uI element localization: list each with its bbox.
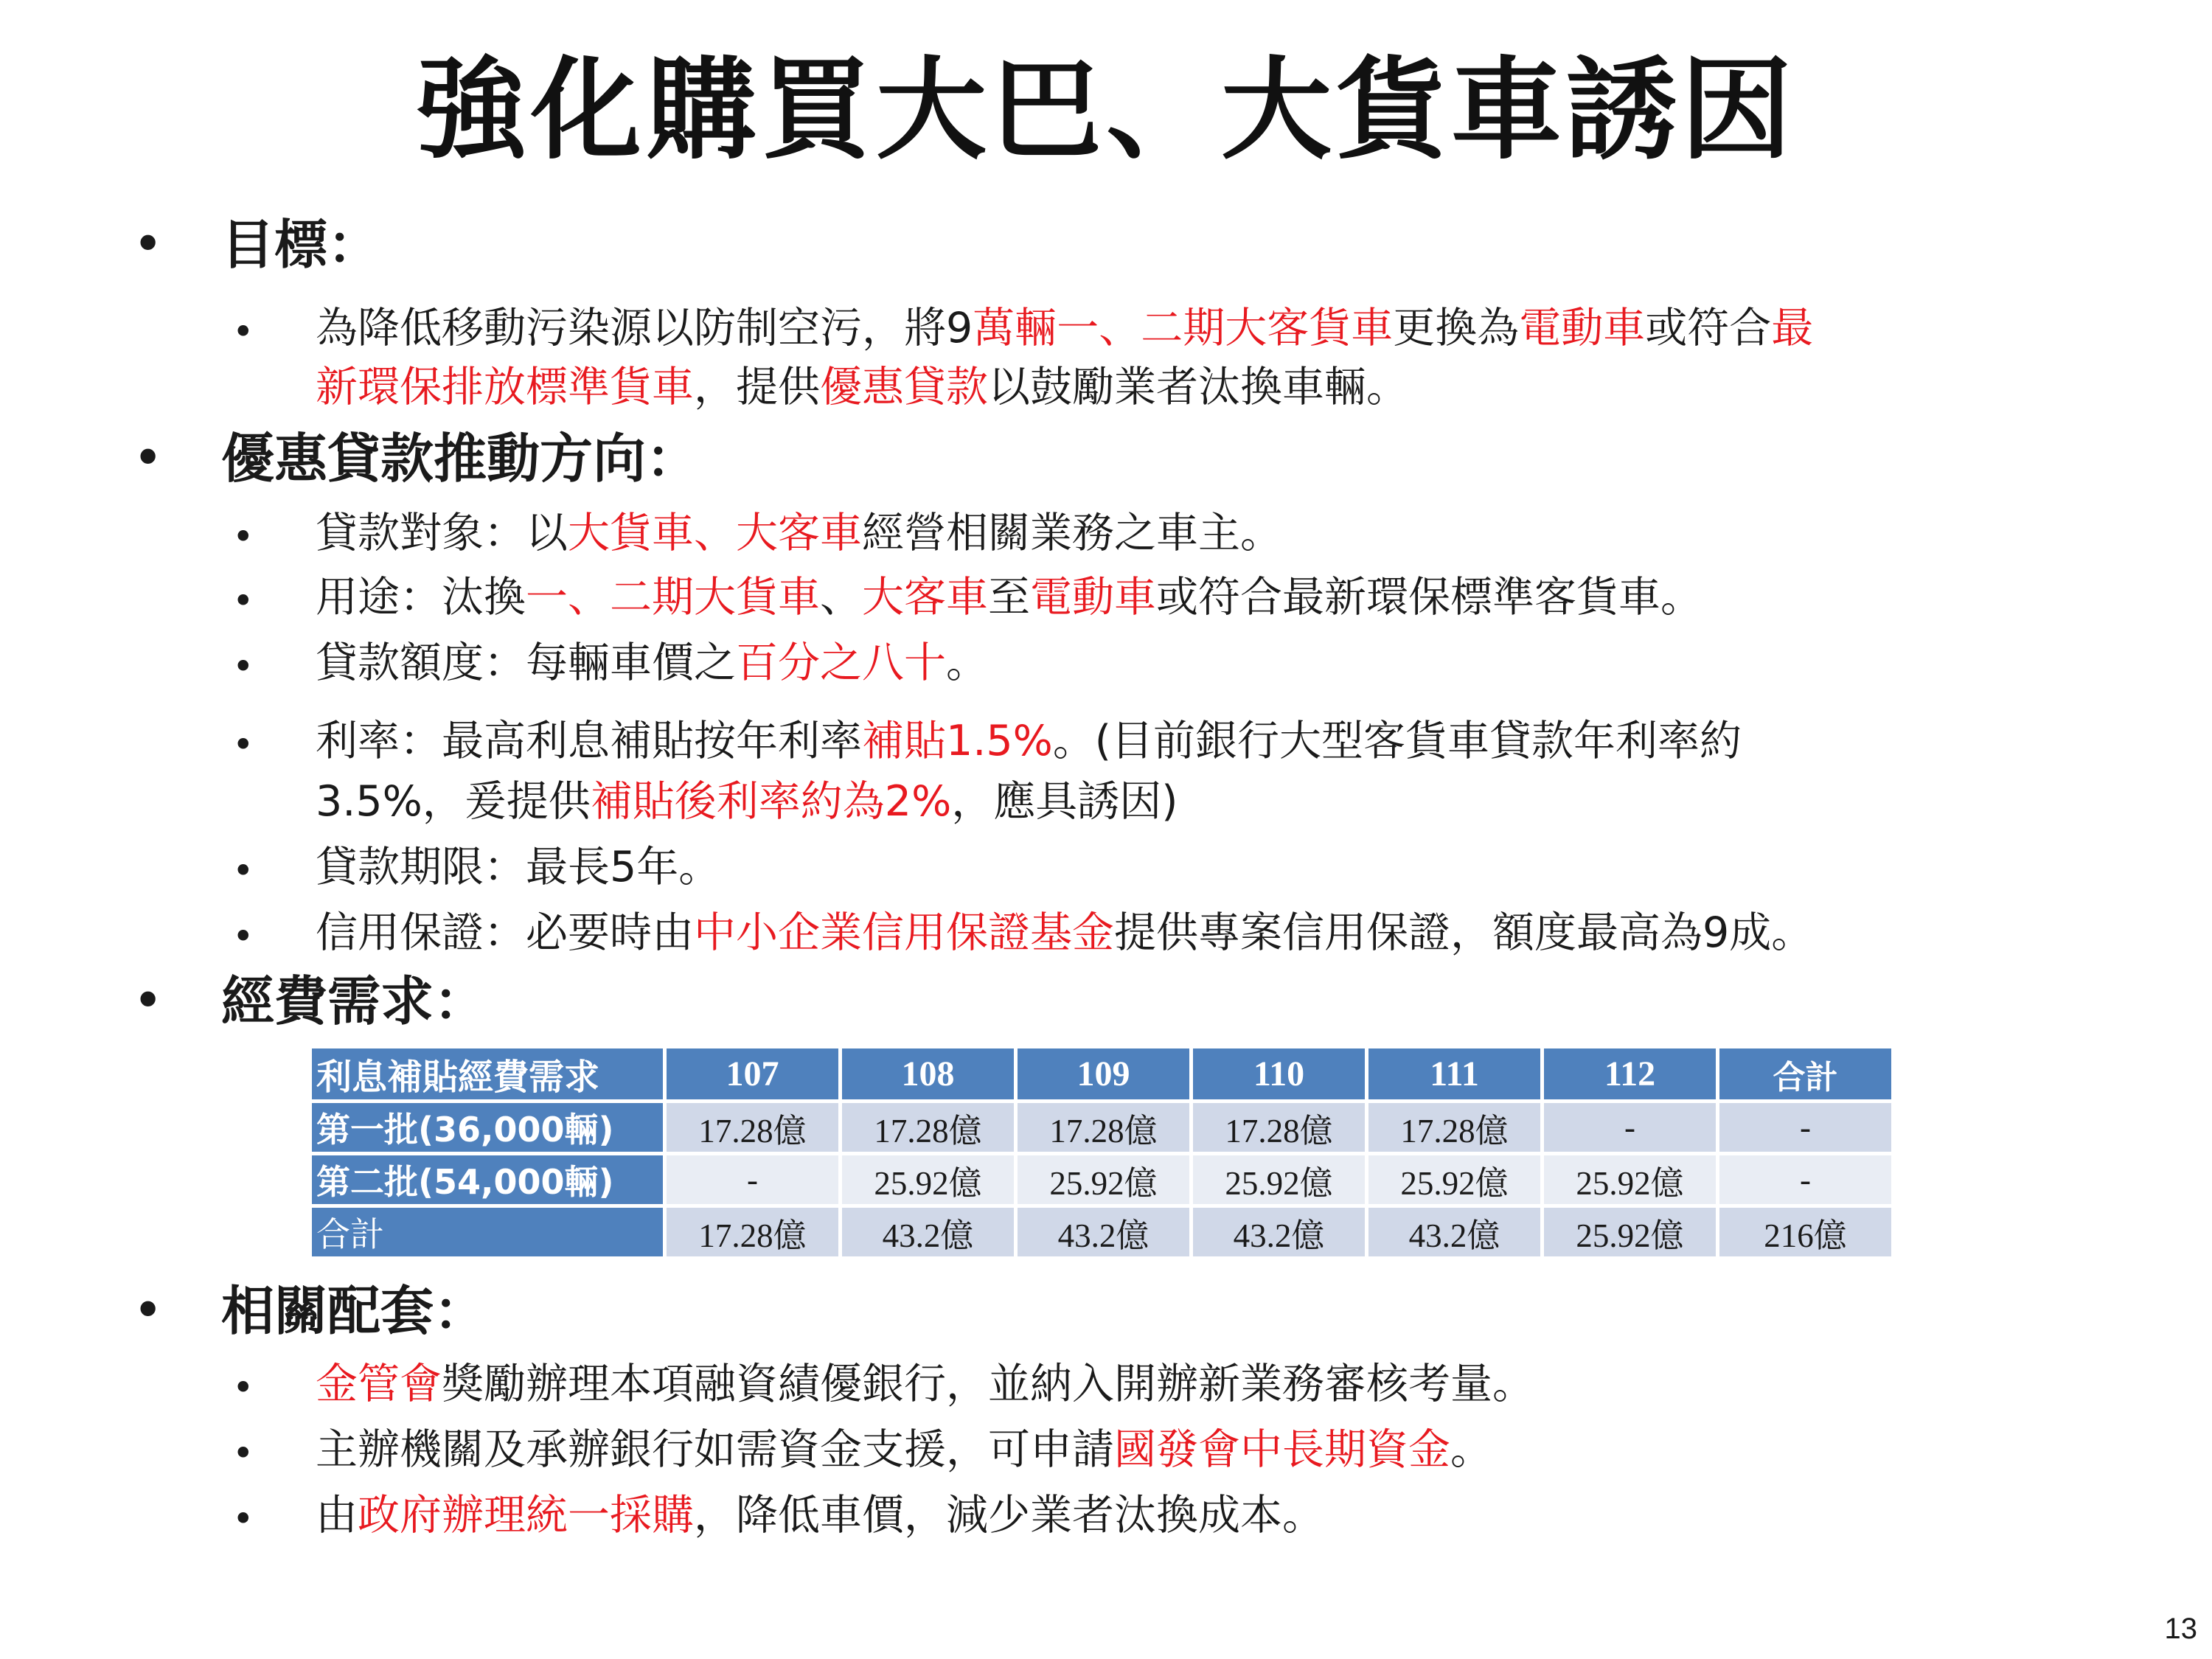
- text-segment: 或符合最新環保標準客貨車。: [1156, 573, 1703, 622]
- table-cell: 43.2億: [1193, 1208, 1365, 1256]
- text-segment: 獎勵辦理本項融資績優銀行，並納入開辦新業務審核考量。: [442, 1360, 1534, 1408]
- loan-item-text: [316, 712, 1742, 771]
- text-segment: 至: [988, 573, 1030, 622]
- highlight-text: 新環保排放標準貨車: [316, 363, 694, 411]
- page-number: 13: [2164, 1613, 2197, 1645]
- bullet-icon: •: [232, 849, 254, 892]
- highlight-text: 金管會: [316, 1360, 442, 1408]
- table-cell: 25.92億: [1544, 1155, 1716, 1204]
- table-row: [312, 1103, 1891, 1152]
- text-segment: 由: [316, 1491, 358, 1540]
- highlight-text: 電動車: [1030, 573, 1156, 622]
- table-row: [312, 1208, 1891, 1256]
- loan-item-text: [316, 504, 1282, 563]
- highlight-text: 補貼1.5%: [862, 717, 1053, 765]
- text-segment: 利率：最高利息補貼按年利率: [316, 717, 862, 765]
- table-cell: 17.28億: [842, 1103, 1014, 1152]
- highlight-text: 大貨車、大客車: [568, 509, 862, 557]
- page-title: 強化購買大巴、大貨車誘因: [415, 46, 1796, 175]
- highlight-text: 電動車: [1519, 304, 1646, 352]
- text-segment: 貸款額度：每輛車價之: [316, 639, 736, 687]
- bullet-icon: •: [232, 580, 254, 622]
- highlight-text: 百分之八十: [736, 639, 946, 687]
- text-segment: 經營相關業務之車主。: [862, 509, 1282, 557]
- highlight-text: 補貼後利率約為2%: [590, 777, 952, 826]
- table-row-label: 第一批(36,000輛): [312, 1103, 663, 1152]
- loan-item-text: [316, 633, 988, 692]
- table-header-cell: 110: [1193, 1048, 1365, 1099]
- text-segment: 3.5%，爰提供: [316, 777, 591, 826]
- bullet-icon: •: [232, 1432, 254, 1475]
- bullet-icon: •: [232, 645, 254, 688]
- bullet-icon: •: [232, 515, 254, 558]
- table-cell: 43.2億: [842, 1208, 1014, 1256]
- table-header-row: [312, 1048, 1891, 1099]
- text-segment: 為降低移動污染源以防制空污，將9: [316, 304, 973, 352]
- loan-item-text: [316, 838, 720, 897]
- text-segment: 。: [1450, 1425, 1492, 1474]
- text-segment: 。: [946, 639, 988, 687]
- goal-text-cont: [316, 358, 1408, 417]
- table-cell: 17.28億: [667, 1208, 838, 1256]
- table-cell: 25.92億: [1018, 1155, 1189, 1204]
- table-row: [312, 1155, 1891, 1204]
- text-segment: 貸款對象：以: [316, 509, 568, 557]
- support-item-text: [316, 1486, 1324, 1545]
- highlight-text: 大客車: [862, 573, 988, 622]
- text-segment: 或符合: [1645, 304, 1772, 352]
- text-segment: 提供專案信用保證，額度最高為9成。: [1114, 908, 1814, 957]
- text-segment: ，提供: [694, 363, 820, 411]
- bullet-icon: •: [133, 214, 164, 274]
- text-segment: 、: [820, 573, 862, 622]
- table-cell: 17.28億: [1018, 1103, 1189, 1152]
- support-heading: 相關配套：: [221, 1280, 487, 1342]
- table-header-cell: 107: [667, 1048, 838, 1099]
- table-cell: 216億: [1719, 1208, 1891, 1256]
- highlight-text: 國發會中長期資金: [1114, 1425, 1450, 1474]
- table-cell: 43.2億: [1018, 1208, 1189, 1256]
- highlight-text: 萬輛一、二期大客貨車: [973, 304, 1394, 352]
- table-header-cell: 利息補貼經費需求: [312, 1048, 663, 1099]
- text-segment: 以鼓勵業者汰換車輛。: [988, 363, 1408, 411]
- bullet-icon: •: [232, 723, 254, 766]
- table-row-label: 第二批(54,000輛): [312, 1155, 663, 1204]
- loan-item-text: [316, 568, 1703, 627]
- loan-heading: 優惠貸款推動方向：: [221, 428, 700, 490]
- highlight-text: 政府辦理統一採購: [358, 1491, 694, 1540]
- highlight-text: 最: [1771, 304, 1814, 352]
- table-row-label: 合計: [312, 1208, 663, 1256]
- bullet-icon: •: [133, 970, 164, 1031]
- goal-text: [316, 299, 1813, 358]
- table-cell: 17.28億: [667, 1103, 838, 1152]
- text-segment: 貸款期限：最長5年。: [316, 843, 721, 891]
- table-cell: 25.92億: [1544, 1208, 1716, 1256]
- text-segment: 。(目前銀行大型客貨車貸款年利率約: [1052, 717, 1742, 765]
- table-cell: 17.28億: [1193, 1103, 1365, 1152]
- bullet-icon: •: [232, 310, 254, 353]
- bullet-icon: •: [133, 1280, 164, 1340]
- table-cell: -: [1544, 1103, 1716, 1152]
- text-segment: 更換為: [1393, 304, 1520, 352]
- table-header-cell: 109: [1018, 1048, 1189, 1099]
- support-item-text: [316, 1420, 1492, 1479]
- text-segment: ，應具誘因): [951, 777, 1178, 826]
- table-cell: 43.2億: [1368, 1208, 1540, 1256]
- text-segment: ，降低車價，減少業者汰換成本。: [694, 1491, 1324, 1540]
- funding-heading: 經費需求：: [221, 970, 487, 1032]
- bullet-icon: •: [232, 1366, 254, 1409]
- table-header-cell: 112: [1544, 1048, 1716, 1099]
- bullet-icon: •: [133, 428, 164, 488]
- highlight-text: 優惠貸款: [820, 363, 988, 411]
- table-cell: 25.92億: [1368, 1155, 1540, 1204]
- text-segment: 用途：汰換: [316, 573, 526, 622]
- highlight-text: 中小企業信用保證基金: [694, 908, 1114, 957]
- table-header-cell: 108: [842, 1048, 1014, 1099]
- text-segment: 信用保證：必要時由: [316, 908, 694, 957]
- table-cell: -: [667, 1155, 838, 1204]
- table-header-cell: 合計: [1719, 1048, 1891, 1099]
- bullet-icon: •: [232, 1498, 254, 1540]
- goal-heading: 目標：: [221, 214, 381, 276]
- highlight-text: 一、二期大貨車: [526, 573, 820, 622]
- funding-table: [308, 1045, 1895, 1260]
- loan-item-text-cont: [316, 772, 1178, 831]
- loan-item-text: [316, 903, 1813, 962]
- table-cell: -: [1719, 1103, 1891, 1152]
- table-header-cell: 111: [1368, 1048, 1540, 1099]
- table-cell: 25.92億: [1193, 1155, 1365, 1204]
- table-cell: -: [1719, 1155, 1891, 1204]
- table-cell: 25.92億: [842, 1155, 1014, 1204]
- bullet-icon: •: [232, 915, 254, 958]
- text-segment: 主辦機關及承辦銀行如需資金支援，可申請: [316, 1425, 1114, 1474]
- support-item-text: [316, 1354, 1534, 1413]
- table-cell: 17.28億: [1368, 1103, 1540, 1152]
